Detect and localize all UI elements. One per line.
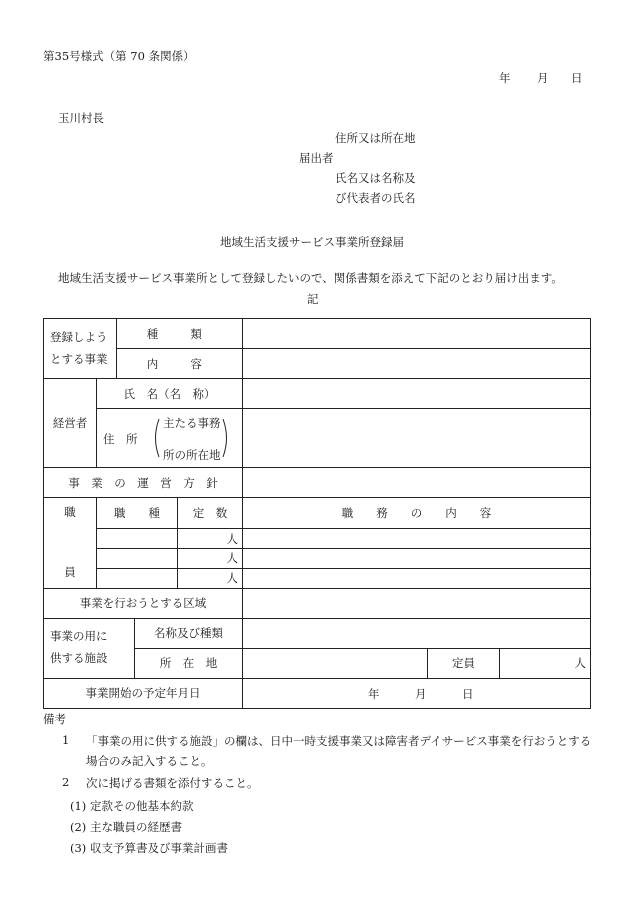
start-day-label: 日 [462,686,474,701]
registration-form-table [43,318,591,709]
facility-label: 事業の用に 供する施設 [44,618,135,678]
addressee: 玉川村長 [58,111,104,125]
start-year-label: 年 [368,686,380,701]
row-operator-address [44,409,591,468]
start-date-field[interactable] [243,678,591,708]
business-label: 登録しよう とする事業 [44,319,117,379]
note-2-number: 2 [62,775,70,789]
content-label: 内 容 [117,349,243,379]
row-facility-name [44,618,591,648]
duties-field-3[interactable] [243,568,591,588]
attachment-item-2: (2) 主な職員の経歴書 [70,820,182,834]
policy-field[interactable] [243,468,591,498]
note-1-line-1: 「事業の用に供する施設」の欄は、日中一時支援事業又は障害者デイサービス事業を行おうとする [86,734,592,748]
notes-heading: 備考 [43,712,66,726]
row-staff-2 [44,549,591,569]
note-2-text: 次に掲げる書類を添付すること。 [86,776,259,790]
row-business-content [44,349,591,379]
row-business-kind [44,319,591,349]
job-type-label: 職 種 [97,498,178,529]
date-month-label: 月 [537,71,549,85]
start-month-label: 月 [415,686,427,701]
row-operator-name [44,379,591,409]
area-field[interactable] [243,588,591,618]
name-label: 氏 名（名 称） [97,379,243,409]
capacity-unit: 人 [500,648,591,678]
person-unit-2: 人 [178,549,243,569]
fixed-number-label: 定 数 [178,498,243,529]
staff-label-1: 職 [64,505,76,519]
main-office-label-2: 所の所在地 [163,448,221,462]
facility-location-label: 所 在 地 [135,648,243,678]
start-date-label: 事業開始の予定年月日 [44,678,243,708]
kind-field[interactable] [243,319,591,349]
date-day-label: 日 [571,71,583,85]
intro-text: 地域生活支援サービス事業所として登録したいので、関係書類を添えて下記のとおり届け出ます。 [58,271,563,285]
person-unit-3: 人 [178,568,243,588]
applicant-name-label-1: 氏名又は名称及 [335,171,416,185]
row-start-date [44,678,591,708]
note-1-line-2: 場合のみ記入すること。 [86,754,213,768]
ki-label: 記 [307,292,319,306]
main-office-label-1: 主たる事務 [163,416,221,430]
applicant-address-label: 住所又は所在地 [335,131,416,145]
row-staff-header [44,498,591,529]
operator-address-field[interactable] [243,409,591,468]
duties-label: 職 務 の 内 容 [243,498,591,529]
row-staff-1 [44,529,591,549]
operator-name-field[interactable] [243,379,591,409]
facility-name-label: 名称及び種類 [135,618,243,648]
main-office-bracket [151,415,231,461]
attachment-item-1: (1) 定款その他基本約款 [70,799,194,813]
form-number: 第35号様式（第 70 条関係） [43,49,195,63]
duties-field-2[interactable] [243,549,591,569]
capacity-label: 定員 [428,648,500,678]
applicant-role-label: 届出者 [299,151,334,165]
attachment-item-3: (3) 収支予算書及び事業計画書 [70,841,228,855]
job-type-field-2[interactable] [97,549,178,569]
person-unit-1: 人 [178,529,243,549]
job-type-field-1[interactable] [97,529,178,549]
staff-label-2: 員 [64,564,76,579]
address-label-cell [97,409,243,468]
row-staff-3 [44,568,591,588]
kind-label: 種 類 [117,319,243,349]
job-type-field-3[interactable] [97,568,178,588]
duties-field-1[interactable] [243,529,591,549]
row-policy [44,468,591,498]
facility-name-field[interactable] [243,618,591,648]
address-label: 住 所 [103,432,138,446]
content-field[interactable] [243,349,591,379]
area-label: 事業を行おうとする区域 [44,588,243,618]
note-1-number: 1 [62,733,70,747]
document-title: 地域生活支援サービス事業所登録届 [220,235,404,249]
row-area [44,588,591,618]
applicant-name-label-2: び代表者の氏名 [335,191,416,205]
policy-label: 事 業 の 運 営 方 針 [44,468,243,498]
date-year-label: 年 [499,71,511,85]
facility-location-field[interactable] [243,648,428,678]
operator-label: 経営者 [44,379,97,468]
staff-label [44,498,97,589]
